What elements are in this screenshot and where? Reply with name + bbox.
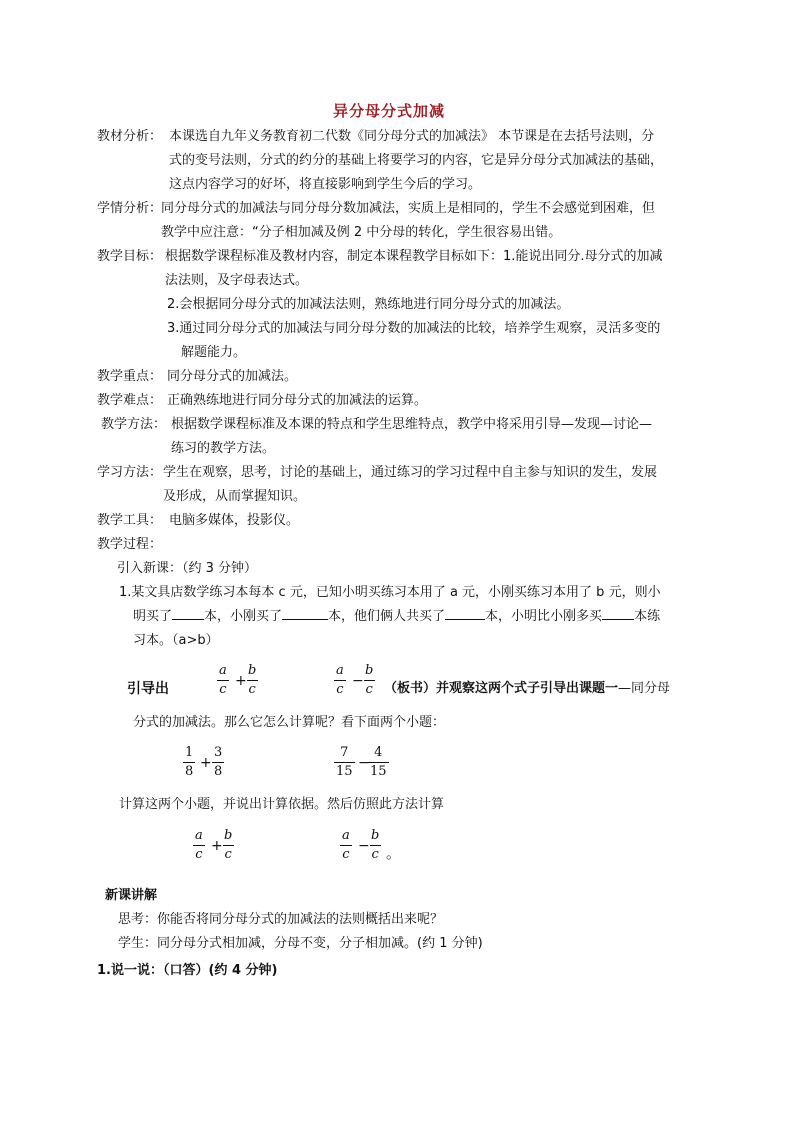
tools-text: 电脑多媒体，投影仪。 [169,513,300,528]
fraction-denominator: c [365,682,373,697]
intro-problem-line-2 [133,605,660,629]
answer-blank-2[interactable] [282,605,328,620]
fraction-1-over-8 [183,744,195,781]
lead-text-normal: —同分母 [618,681,671,696]
say-exercise-heading: 1.说一说：（口答）(约 4 分钟) [97,963,278,978]
fraction-3-over-8 [212,744,224,781]
intro-text-part-4: 本，小明比小刚多买 [485,609,603,624]
fraction-numerator: a [195,828,203,843]
learning-line-1: 学生在观察，思考，讨论的基础上，通过练习的学习过程中自主参与知识的发生，发展 [163,465,658,480]
lead-continuation: 分式的加减法。那么它怎么计算呢？看下面两个小题： [133,715,446,730]
lead-text-bold: （板书）并观察这两个式子引导出课题一 [384,681,619,696]
goals-line-1: 根据数学课程标准及教材内容，制定本课程教学目标如下：1.能说出同分.母分式的加减 [165,249,663,264]
fraction-numerator: 4 [374,745,383,760]
fraction-denominator: c [248,682,256,697]
intro-heading: 引入新课：（约 3 分钟） [117,561,258,576]
intro-problem-line-1: 1.某文具店数学练习本每本 c 元，已知小明买练习本用了 a 元，小刚买练习本用了 b 元，则小 [119,585,661,600]
intro-text-part-3: 本，他们俩人共买了 [328,609,446,624]
fraction-denominator: c [224,847,232,862]
students-line-2: 教学中应注意：“分子相加减及例 2 中分母的转化，学生很容易出错。 [161,225,562,240]
goals-line-3: 2.会根据同分母分式的加减法法则，熟练地进行同分母分式的加减法。 [167,297,570,312]
fraction-denominator: 8 [214,764,223,779]
fraction-a-over-c [193,827,205,864]
goals-label: 教学目标： [97,249,163,264]
intro-problem-line-3: 习本。（a>b） [133,633,219,648]
minus-sign: − [352,673,364,689]
plus-sign: + [200,755,212,771]
fraction-denominator: 15 [370,764,387,779]
fraction-b-over-c [363,662,375,699]
lead-description [384,677,670,701]
period-mark: 。 [386,844,402,862]
page-title: 异分母分式加减 [333,102,446,120]
minus-sign: − [358,755,370,771]
fraction-denominator: c [336,682,344,697]
goals-line-4: 3.通过同分母分式的加减法与同分母分数的加减法的比较，培养学生观察，灵活多变的 [167,321,661,336]
fraction-numerator: b [224,828,233,843]
fraction-numerator: a [336,663,344,678]
method-label: 教学方法： [101,417,167,432]
fraction-b-over-c [222,827,234,864]
goals-line-2: 法法则，及字母表达式。 [165,273,309,288]
fraction-numerator: a [342,828,350,843]
answer-blank-4[interactable] [602,605,634,620]
students-line-1: 同分母分式的加减法与同分母分数加减法，实质上是相同的，学生不会感觉到困难，但 [161,201,656,216]
fraction-numerator: b [371,828,380,843]
fraction-numerator: a [219,663,227,678]
minus-sign: − [358,838,370,854]
learning-line-2: 及形成，从而掌握知识。 [163,489,307,504]
fraction-denominator: c [219,682,227,697]
calc-instruction: 计算这两个小题，并说出计算依据。然后仿照此方法计算 [119,797,445,812]
material-line-3: 这点内容学习的好坏，将直接影响到学生今后的学习。 [169,177,482,192]
answer-blank-3[interactable] [445,605,485,620]
lead-label: 引导出 [127,681,169,697]
new-lesson-heading: 新课讲解 [105,888,158,903]
fraction-denominator: c [371,847,379,862]
fraction-denominator: c [342,847,350,862]
fraction-numerator: b [248,663,257,678]
fraction-a-over-c [340,827,352,864]
fraction-b-over-c [369,827,381,864]
students-label: 学情分析： [97,201,163,216]
goals-line-5: 解题能力。 [181,345,247,360]
fraction-a-over-c [217,662,229,699]
key-label: 教学重点： [97,369,163,384]
student-answer: 学生：同分母分式相加减，分母不变，分子相加减。(约 1 分钟) [118,936,483,951]
fraction-numerator: 3 [214,745,223,760]
think-prompt: 思考：你能否将同分母分式的加减法的法则概括出来呢？ [118,912,444,927]
material-line-2: 式的变号法则，分式的约分的基础上将要学习的内容，它是异分母分式加减法的基础， [169,153,664,168]
difficulty-label: 教学难点： [97,393,163,408]
fraction-denominator: 8 [185,764,194,779]
intro-text-part-2: 本，小刚买了 [204,609,283,624]
process-label: 教学过程： [97,537,163,552]
answer-blank-1[interactable] [172,605,204,620]
plus-sign: + [235,673,247,689]
tools-label: 教学工具： [97,513,163,528]
material-label: 教材分析： [97,129,163,144]
method-line-1: 根据数学课程标准及本课的特点和学生思维特点，教学中将采用引导—发现—讨论— [171,417,653,432]
fraction-denominator: c [195,847,203,862]
fraction-numerator: 1 [185,745,194,760]
fraction-4-over-15 [368,744,389,781]
difficulty-text: 正确熟练地进行同分母分式的加减法的运算。 [167,393,428,408]
fraction-numerator: b [365,663,374,678]
fraction-7-over-15 [334,744,355,781]
key-text: 同分母分式的加减法。 [167,369,298,384]
intro-text-part-5: 本练 [634,609,661,624]
fraction-a-over-c [334,662,346,699]
intro-text-part-1: 明买了 [133,609,173,624]
fraction-denominator: 15 [336,764,353,779]
material-line-1: 本课选自九年义务教育初二代数《同分母分式的加减法》 本节课是在去括号法则，分 [169,129,655,144]
fraction-numerator: 7 [340,745,349,760]
plus-sign: + [211,838,223,854]
method-line-2: 练习的教学方法。 [171,441,276,456]
learning-label: 学习方法： [97,465,163,480]
fraction-b-over-c [246,662,258,699]
